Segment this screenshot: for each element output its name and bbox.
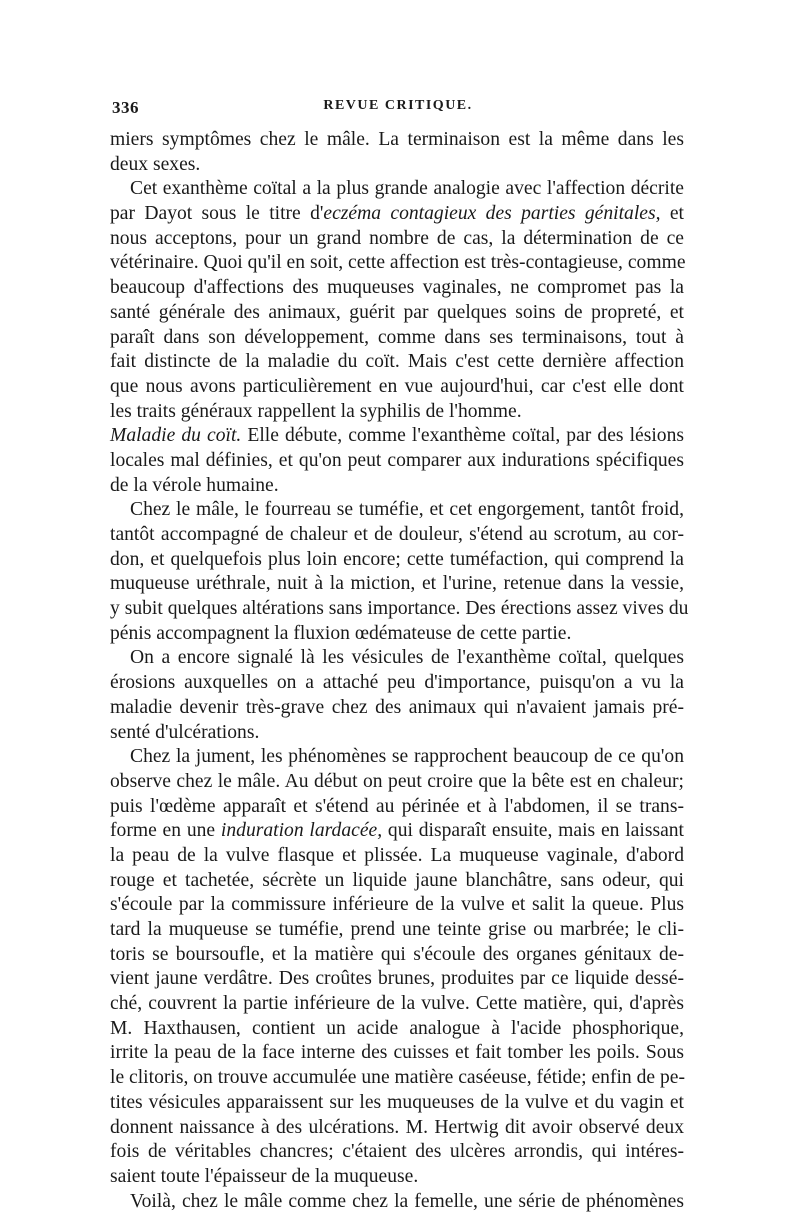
text-line: deux sexes.: [110, 153, 201, 175]
text-run: qui disparaît ensuite, mais en laissant: [382, 820, 685, 842]
text-line: s'écoule par la commissure inférieure de la vulve et salit la queue. Plus: [110, 894, 684, 916]
text-line: tites vésicules apparaissent sur les muqueuses de la vulve et du vagin et: [110, 1091, 684, 1113]
text-line: fois de véritables chancres; c'étaient des ulcères arrondis, qui intéres-: [110, 1141, 684, 1163]
text-line: fait distincte de la maladie du coït. Mais c'est cette dernière affection: [110, 351, 684, 373]
text-line: maladie devenir très-grave chez des animaux qui n'avaient jamais pré-: [110, 696, 684, 718]
body-text: [110, 128, 689, 1214]
text-run: Elle débute, comme l'exanthème coïtal, par des lésions: [241, 425, 685, 447]
text-line: irrite la peau de la face interne des cuisses et fait tomber les poils. Sous: [110, 1042, 684, 1064]
paragraph: [110, 177, 684, 424]
text-line: beaucoup d'affections des muqueuses vaginales, ne compromet pas la: [110, 277, 684, 299]
text-line: puis l'œdème apparaît et s'étend au périnée et à l'abdomen, il se trans-: [110, 795, 684, 817]
paragraph: [110, 646, 684, 745]
paragraph: [110, 1190, 684, 1215]
paragraph: [110, 498, 689, 646]
text-line: Cet exanthème coïtal a la plus grande analogie avec l'affection décrite: [130, 178, 684, 200]
text-line: tantôt accompagné de chaleur et de douleur, s'étend au scrotum, au cor-: [110, 524, 684, 545]
text-line: la peau de la vulve flasque et plissée. La muqueuse vaginale, d'abord: [110, 844, 684, 866]
text-line: tard la muqueuse se tuméfie, prend une teinte grise ou marbrée; le cli-: [110, 919, 684, 940]
text-run: par Dayot sous le titre d': [110, 203, 324, 225]
text-line: vétérinaire. Quoi qu'il en soit, cette affection est très-contagieuse, comme: [110, 252, 686, 274]
text-line: locales mal définies, et qu'on peut comparer aux indurations spécifiques: [110, 449, 684, 471]
text-line: rouge et tachetée, sécrète un liquide jaune blanchâtre, sans odeur, qui: [110, 869, 684, 891]
page-header: [108, 96, 688, 122]
text-line: pénis accompagnent la fluxion œdémateuse de cette partie.: [110, 622, 572, 644]
text-line: Chez le mâle, le fourreau se tuméfie, et cet engorgement, tantôt froid,: [130, 499, 684, 521]
text-line: le clitoris, on trouve accumulée une matière caséeuse, fétide; enfin de pe-: [110, 1067, 686, 1089]
paragraph: [110, 745, 684, 1189]
text-line: y subit quelques altérations sans importance. Des érections assez vives du: [110, 598, 689, 620]
text-line: M. Haxthausen, contient un acide analogue à l'acide phosphorique,: [110, 1017, 684, 1039]
text-line: les traits généraux rappellent la syphilis de l'homme.: [110, 400, 522, 422]
text-line: paraît dans son développement, comme dans ses terminaisons, tout à: [110, 326, 684, 348]
text-line: ché, couvrent la partie inférieure de la vulve. Cette matière, qui, d'après: [110, 993, 684, 1015]
running-title: REVUE CRITIQUE.: [323, 98, 473, 113]
text-line: senté d'ulcérations.: [110, 721, 260, 743]
text-line: saient toute l'épaisseur de la muqueuse.: [110, 1165, 419, 1187]
text-line: observe chez le mâle. Au début on peut croire que la bête est en chaleur;: [110, 770, 684, 792]
text-run: et: [660, 203, 684, 225]
text-line: nous acceptons, pour un grand nombre de cas, la détermination de ce: [110, 227, 684, 249]
page-number: 336: [112, 98, 139, 117]
text-line: de la vérole humaine.: [110, 474, 279, 496]
text-line: [110, 202, 684, 227]
italic-title: eczéma contagieux des parties génitales,: [323, 203, 661, 225]
text-line: vient jaune verdâtre. Des croûtes brunes, produites par ce liquide dessé-: [110, 968, 684, 990]
text-line: [110, 819, 684, 844]
text-line: miers symptômes chez le mâle. La terminaison est la même dans les: [110, 129, 684, 150]
text-line: don, et quelquefois plus loin encore; cette tuméfaction, qui comprend la: [110, 548, 684, 570]
text-line: Chez la jument, les phénomènes se rapprochent beaucoup de ce qu'on: [130, 746, 684, 768]
text-line: toris se boursoufle, et la matière qui s'écoule des organes génitaux de-: [110, 943, 684, 965]
text-line: muqueuse uréthrale, nuit à la miction, et l'urine, retenue dans la vessie,: [110, 573, 684, 595]
paragraph: [110, 128, 684, 177]
text-line: érosions auxquelles on a attaché peu d'importance, puisqu'on a vu la: [110, 672, 684, 694]
text-line: [110, 424, 684, 449]
text-line: On a encore signalé là les vésicules de l'exanthème coïtal, quelques: [130, 647, 684, 669]
text-run: forme en une: [110, 820, 221, 842]
text-line: donnent naissance à des ulcérations. M. Hertwig dit avoir observé deux: [110, 1116, 684, 1138]
text-line: santé générale des animaux, guérit par quelques soins de propreté, et: [110, 301, 684, 323]
italic-phrase: induration lardacée,: [220, 820, 383, 842]
text-line: Voilà, chez le mâle comme chez la femelle, une série de phénomènes: [130, 1190, 684, 1212]
italic-lead: Maladie du coït.: [110, 425, 242, 447]
text-line: que nous avons particulièrement en vue aujourd'hui, car c'est elle dont: [110, 375, 684, 397]
paragraph: [110, 424, 684, 498]
